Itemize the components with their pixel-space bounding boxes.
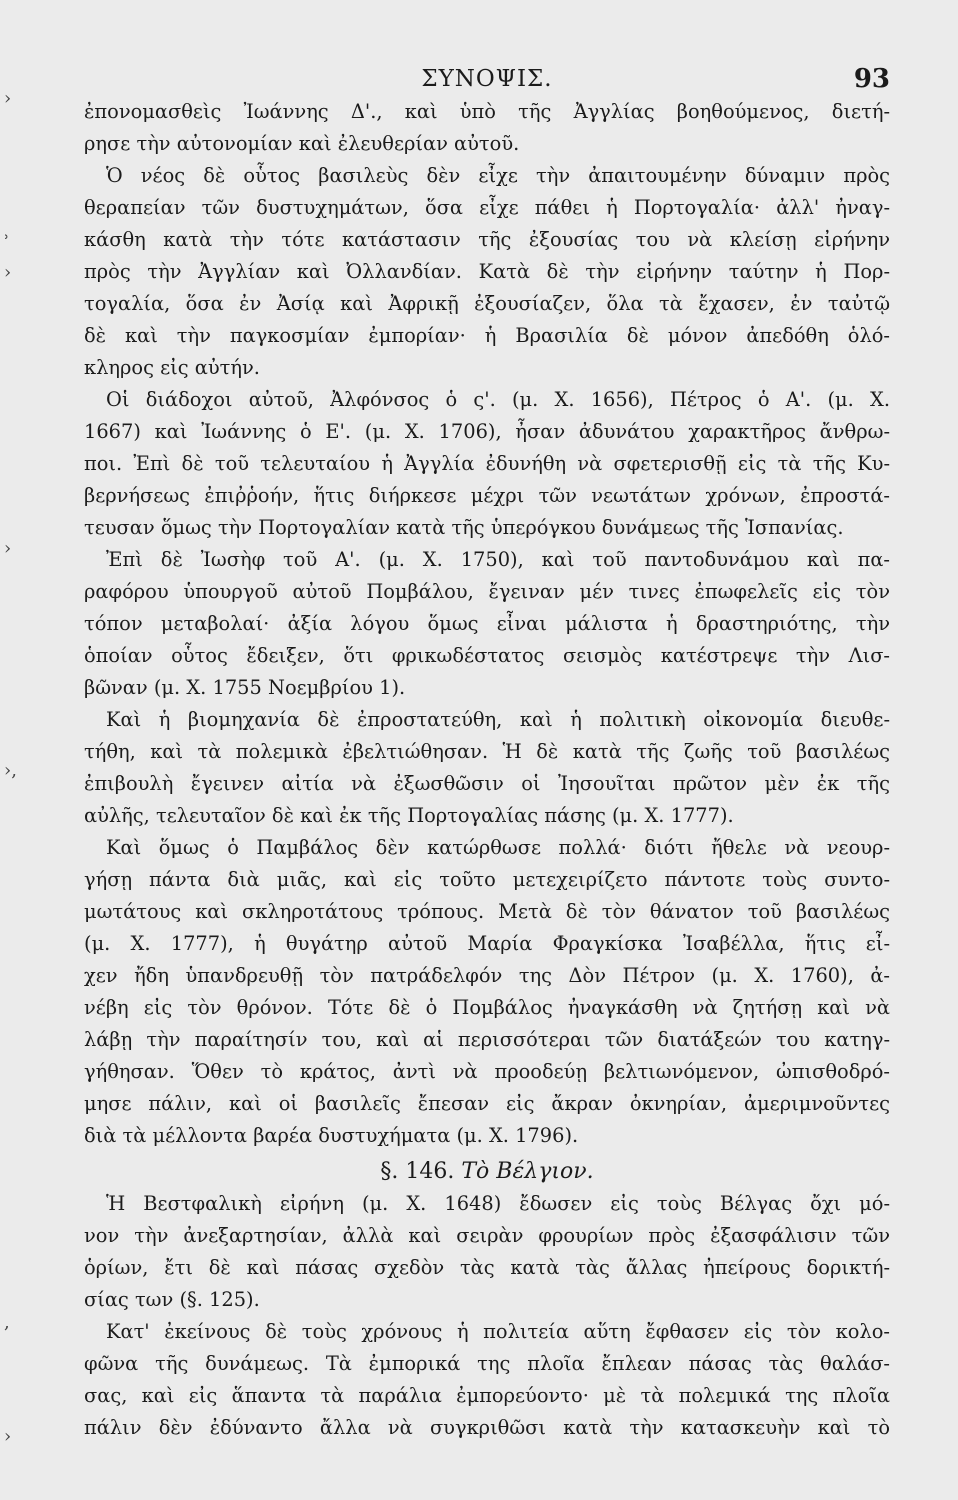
text-line: τόπον μεταβολαί· ἀξία λόγου ὅμως εἶναι μάλιστα ἡ δραστηριότης, τὴν (84, 612, 890, 635)
section-heading (84, 1152, 890, 1188)
text-line: ἐπονομασθεὶς Ἰωάννης Δ'., καὶ ὑπὸ τῆς Ἀγγλίας βοηθούμενος, διετή- (84, 100, 890, 123)
text-line: Καὶ ὅμως ὁ Παμβάλος δὲν κατώρθωσε πολλά· διότι ἤθελε νὰ νεουρ- (106, 836, 890, 859)
text-line: βῶναν (μ. Χ. 1755 Νοεμβρίου 1). (84, 676, 406, 699)
text-line: βερνήσεως ἐπιῤῥοήν, ἥτις διήρκεσε μέχρι τῶν νεωτάτων χρόνων, ἐπροστά- (84, 484, 890, 507)
text-line: κάσθη κατὰ τὴν τότε κατάστασιν τῆς ἐξουσίας του νὰ κλείσῃ εἰρήνην (84, 228, 890, 251)
text-line: γήθησαν. Ὅθεν τὸ κράτος, ἀντὶ νὰ προοδεύῃ βελτιωνόμενον, ὠπισθοδρό- (84, 1060, 890, 1083)
text-line: Κατ' ἐκείνους δὲ τοὺς χρόνους ἡ πολιτεία αὕτη ἔφθασεν εἰς τὸν κολο- (106, 1320, 890, 1343)
text-line: τευσαν ὅμως τὴν Πορτογαλίαν κατὰ τῆς ὑπερόγκου δυνάμεως τῆς Ἱσπανίας. (84, 516, 844, 539)
text-line: δὲ καὶ τὴν παγκοσμίαν ἐμπορίαν· ἡ Βρασιλία δὲ μόνον ἀπεδόθη ὁλό- (84, 324, 890, 347)
text-line: Ἡ Βεστφαλικὴ εἰρήνη (μ. Χ. 1648) ἔδωσεν εἰς τοὺς Βέλγας ὄχι μό- (106, 1192, 890, 1215)
text-line: τήθη, καὶ τὰ πολεμικὰ ἐβελτιώθησαν. Ἡ δὲ κατὰ τῆς ζωῆς τοῦ βασιλέως (84, 740, 890, 763)
text-line: Ἐπὶ δὲ Ἰωσὴφ τοῦ Α'. (μ. Χ. 1750), καὶ τοῦ παντοδυνάμου καὶ πα- (106, 548, 890, 571)
text-line: ὁποίαν οὗτος ἔδειξεν, ὅτι φρικωδέστατος σεισμὸς κατέστρεψε τὴν Λισ- (84, 644, 890, 667)
text-line: ραφόρου ὑπουργοῦ αὐτοῦ Πομβάλου, ἔγειναν μέν τινες ἐπωφελεῖς εἰς τὸν (84, 580, 890, 603)
text-line: σίας των (§. 125). (84, 1288, 260, 1311)
text-line: αὐλῆς, τελευταῖον δὲ καὶ ἐκ τῆς Πορτογαλίας πάσης (μ. Χ. 1777). (84, 804, 734, 827)
text-line: μωτάτους καὶ σκληροτάτους τρόπους. Μετὰ δὲ τὸν θάνατον τοῦ βασιλέως (84, 900, 890, 923)
page-number: 93 (853, 64, 890, 94)
section-number: §. 146. (380, 1159, 455, 1184)
text-line: πάλιν δὲν ἐδύναντο ἄλλα νὰ συγκριθῶσι κατὰ τὴν κατασκευὴν καὶ τὸ (84, 1416, 890, 1439)
text-line: λάβῃ τὴν παραίτησίν του, καὶ αἱ περισσότεραι τῶν διατάξεών του κατηγ- (84, 1028, 890, 1051)
text-line: πρὸς τὴν Ἀγγλίαν καὶ Ὀλλανδίαν. Κατὰ δὲ τὴν εἰρήνην ταύτην ἡ Πορ- (84, 260, 890, 283)
text-line: γήσῃ πάντα διὰ μιᾶς, καὶ εἰς τοῦτο μετεχειρίζετο πάντοτε τοὺς συντο- (84, 868, 890, 891)
text-line: Οἱ διάδοχοι αὐτοῦ, Ἀλφόνσος ὁ ς'. (μ. Χ. 1656), Πέτρος ὁ Α'. (μ. Χ. (106, 388, 890, 411)
text-line: νέβη εἰς τὸν θρόνον. Τότε δὲ ὁ Πομβάλος ἠναγκάσθη νὰ ζητήσῃ καὶ νὰ (84, 996, 890, 1019)
book-page: › ʾ › › ›, , › ΣΥΝΟΨΙΣ. 93 ἐπονομασθεὶς Ἰωάννης Δ'., καὶ ὑπὸ τῆς Ἀγγλίας βοηθούμενος, διετή- ρησε τὴν αὐτονομίαν καὶ ἐλευθερίαν αὐτοῦ. Ὁ νέος δὲ οὗτος βασιλεὺς δὲν εἶχε τὴν ἀπαιτουμένην δύναμιν πρὸς θεραπείαν τῶν δυστυχημάτων, ὅσα εἶχε πάθει ἡ Πορτογαλία· ἀλλ' ἠναγ- κάσθη κατὰ τὴν τότε κατάστασιν τῆς ἐξουσίας του νὰ κλείσῃ εἰρήνην πρὸς τὴν Ἀγγλίαν καὶ Ὀλλανδίαν. Κατὰ δὲ τὴν εἰρήνην ταύτην ἡ Πορ- τογαλία, ὅσα ἐν Ἀσίᾳ καὶ Ἀφρικῇ ἐξουσίαζεν, ὅλα τὰ ἔχασεν, ἐν ταὐτῷ δὲ καὶ τὴν παγκοσμίαν ἐμπορίαν· ἡ Βρασιλία δὲ μόνον ἀπεδόθη ὁλό- κληρος εἰς αὐτήν. Οἱ διάδοχοι αὐτοῦ, Ἀλφόνσος ὁ ς'. (μ. Χ. 1656), Πέτρος ὁ Α'. (μ. Χ. 1667) καὶ Ἰωάννης ὁ Ε'. (μ. Χ. 1706), ἦσαν ἀδυνάτου χαρακτῆρος ἄνθρω- ποι. Ἐπὶ δὲ τοῦ τελευταίου ἡ Ἀγγλία ἐδυνήθη νὰ σφετερισθῇ εἰς τὰ τῆς Κυ- βερνήσεως ἐπιῤῥοήν, ἥτις διήρκεσε μέχρι τῶν νεωτάτων χρόνων, ἐπροστά- τευσαν ὅμως τὴν Πορτογαλίαν κατὰ τῆς ὑπερόγκου δυνάμεως τῆς Ἱσπανίας. Ἐπὶ δὲ Ἰωσὴφ τοῦ Α'. (μ. Χ. 1750), καὶ τοῦ παντοδυνάμου καὶ πα- ραφόρου ὑπουργοῦ αὐτοῦ Πομβάλου, ἔγειναν μέν τινες ἐπωφελεῖς εἰς τὸν τόπον μεταβολαί· ἀξία λόγου ὅμως εἶναι μάλιστα ἡ δραστηριότης, τὴν ὁποίαν οὗτος ἔδειξεν, ὅτι φρικωδέστατος σεισμὸς κατέστρεψε τὴν Λισ- βῶναν (μ. Χ. 1755 Νοεμβρίου 1). Καὶ ἡ βιομηχανία δὲ ἐπροστατεύθη, καὶ ἡ πολιτικὴ οἰκονομία διευθε- τήθη, καὶ τὰ πολεμικὰ ἐβελτιώθησαν. Ἡ δὲ κατὰ τῆς ζωῆς τοῦ βασιλέως ἐπιβουλὴ ἔγεινεν αἰτία νὰ ἐξωσθῶσιν οἱ Ἰησουῖται πρῶτον μὲν ἐκ τῆς αὐλῆς, τελευταῖον δὲ καὶ ἐκ τῆς Πορτογαλίας πάσης (μ. Χ. 1777). Καὶ ὅμως ὁ Παμβάλος δὲν κατώρθωσε πολλά· διότι ἤθελε νὰ νεουρ- γήσῃ πάντα διὰ μιᾶς, καὶ εἰς τοῦτο μετεχειρίζετο πάντοτε τοὺς συντο- μωτάτους καὶ σκληροτάτους τρόπους. Μετὰ δὲ τὸν θάνατον τοῦ βασιλέως (μ. Χ. 1777), ἡ θυγάτηρ αὐτοῦ Μαρία Φραγκίσκα Ἰσαβέλλα, ἥτις εἶ- χεν ἤδη ὑπανδρευθῇ τὸν πατράδελφόν της Δὸν Πέτρον (μ. Χ. 1760), ἀ- νέβη εἰς τὸν θρόνον. Τότε δὲ ὁ Πομβάλος ἠναγκάσθη νὰ ζητήσῃ καὶ νὰ λάβῃ τὴν παραίτησίν του, καὶ αἱ περισσότεραι τῶν διατάξεών του κατηγ- γήθησαν. Ὅθεν τὸ κράτος, ἀντὶ νὰ προοδεύῃ βελτιωνόμενον, ὠπισθοδρό- μησε πάλιν, καὶ οἱ βασιλεῖς ἔπεσαν εἰς ἄκραν ὀκνηρίαν, ἀμεριμνοῦντες διὰ τὰ μέλλοντα βαρέα δυστυχήματα (μ. Χ. 1796). §. 146. Τὸ Βέλγιον. Ἡ Βεστφαλικὴ εἰρήνη (μ. Χ. 1648) ἔδωσεν εἰς τοὺς Βέλγας ὄχι μό- νον τὴν ἀνεξαρτησίαν, ἀλλὰ καὶ σειρὰν φρουρίων πρὸς ἐξασφάλισιν τῶν ὁρίων, ἔτι δὲ καὶ πάσας σχεδὸν τὰς κατὰ τὰς ἄλλας ἠπείρους δορικτή- σίας των (§. 125). Κατ' ἐκείνους δὲ τοὺς χρόνους ἡ πολιτεία αὕτη ἔφθασεν εἰς τὸν κολο- φῶνα τῆς δυνάμεως. Τὰ ἐμπορικά της πλοῖα ἔπλεαν πάσας τὰς θαλάσ- σας, καὶ εἰς ἅπαντα τὰ παράλια ἐμπορεύοντο· μὲ τὰ πολεμικά της πλοῖα πάλιν δὲν ἐδύναντο ἄλλα νὰ συγκριθῶσι κατὰ τὴν κατασκευὴν καὶ τὸ (4, 64, 890, 1447)
text-line: ὁρίων, ἔτι δὲ καὶ πάσας σχεδὸν τὰς κατὰ τὰς ἄλλας ἠπείρους δορικτή- (84, 1256, 890, 1279)
text-line: φῶνα τῆς δυνάμεως. Τὰ ἐμπορικά της πλοῖα ἔπλεαν πάσας τὰς θαλάσ- (84, 1352, 890, 1375)
text-line: (μ. Χ. 1777), ἡ θυγάτηρ αὐτοῦ Μαρία Φραγκίσκα Ἰσαβέλλα, ἥτις εἶ- (84, 932, 890, 955)
text-line: μησε πάλιν, καὶ οἱ βασιλεῖς ἔπεσαν εἰς ἄκραν ὀκνηρίαν, ἀμεριμνοῦντες (84, 1092, 890, 1115)
text-line: κληρος εἰς αὐτήν. (84, 356, 260, 379)
text-line: 1667) καὶ Ἰωάννης ὁ Ε'. (μ. Χ. 1706), ἦσαν ἀδυνάτου χαρακτῆρος ἄνθρω- (84, 420, 890, 443)
text-line: χεν ἤδη ὑπανδρευθῇ τὸν πατράδελφόν της Δὸν Πέτρον (μ. Χ. 1760), ἀ- (84, 964, 890, 987)
text-line: Ὁ νέος δὲ οὗτος βασιλεὺς δὲν εἶχε τὴν ἀπαιτουμένην δύναμιν πρὸς (106, 164, 890, 187)
running-head: ΣΥΝΟΨΙΣ. (421, 66, 553, 92)
text-line: ἐπιβουλὴ ἔγεινεν αἰτία νὰ ἐξωσθῶσιν οἱ Ἰησουῖται πρῶτον μὲν ἐκ τῆς (84, 772, 890, 795)
text-line: ποι. Ἐπὶ δὲ τοῦ τελευταίου ἡ Ἀγγλία ἐδυνήθη νὰ σφετερισθῇ εἰς τὰ τῆς Κυ- (84, 452, 890, 475)
text-line: διὰ τὰ μέλλοντα βαρέα δυστυχήματα (μ. Χ. 1796). (84, 1124, 579, 1147)
section-title: Τὸ Βέλγιον. (461, 1159, 594, 1184)
text-line: ρησε τὴν αὐτονομίαν καὶ ἐλευθερίαν αὐτοῦ. (84, 132, 520, 155)
text-line: σας, καὶ εἰς ἅπαντα τὰ παράλια ἐμπορεύοντο· μὲ τὰ πολεμικά της πλοῖα (84, 1384, 890, 1407)
text-line: τογαλία, ὅσα ἐν Ἀσίᾳ καὶ Ἀφρικῇ ἐξουσίαζεν, ὅλα τὰ ἔχασεν, ἐν ταὐτῷ (84, 292, 890, 315)
text-line: νον τὴν ἀνεξαρτησίαν, ἀλλὰ καὶ σειρὰν φρουρίων πρὸς ἐξασφάλισιν τῶν (84, 1224, 890, 1247)
text-line: θεραπείαν τῶν δυστυχημάτων, ὅσα εἶχε πάθει ἡ Πορτογαλία· ἀλλ' ἠναγ- (84, 196, 890, 219)
text-line: Καὶ ἡ βιομηχανία δὲ ἐπροστατεύθη, καὶ ἡ πολιτικὴ οἰκονομία διευθε- (106, 708, 890, 731)
body-text (84, 96, 890, 1444)
